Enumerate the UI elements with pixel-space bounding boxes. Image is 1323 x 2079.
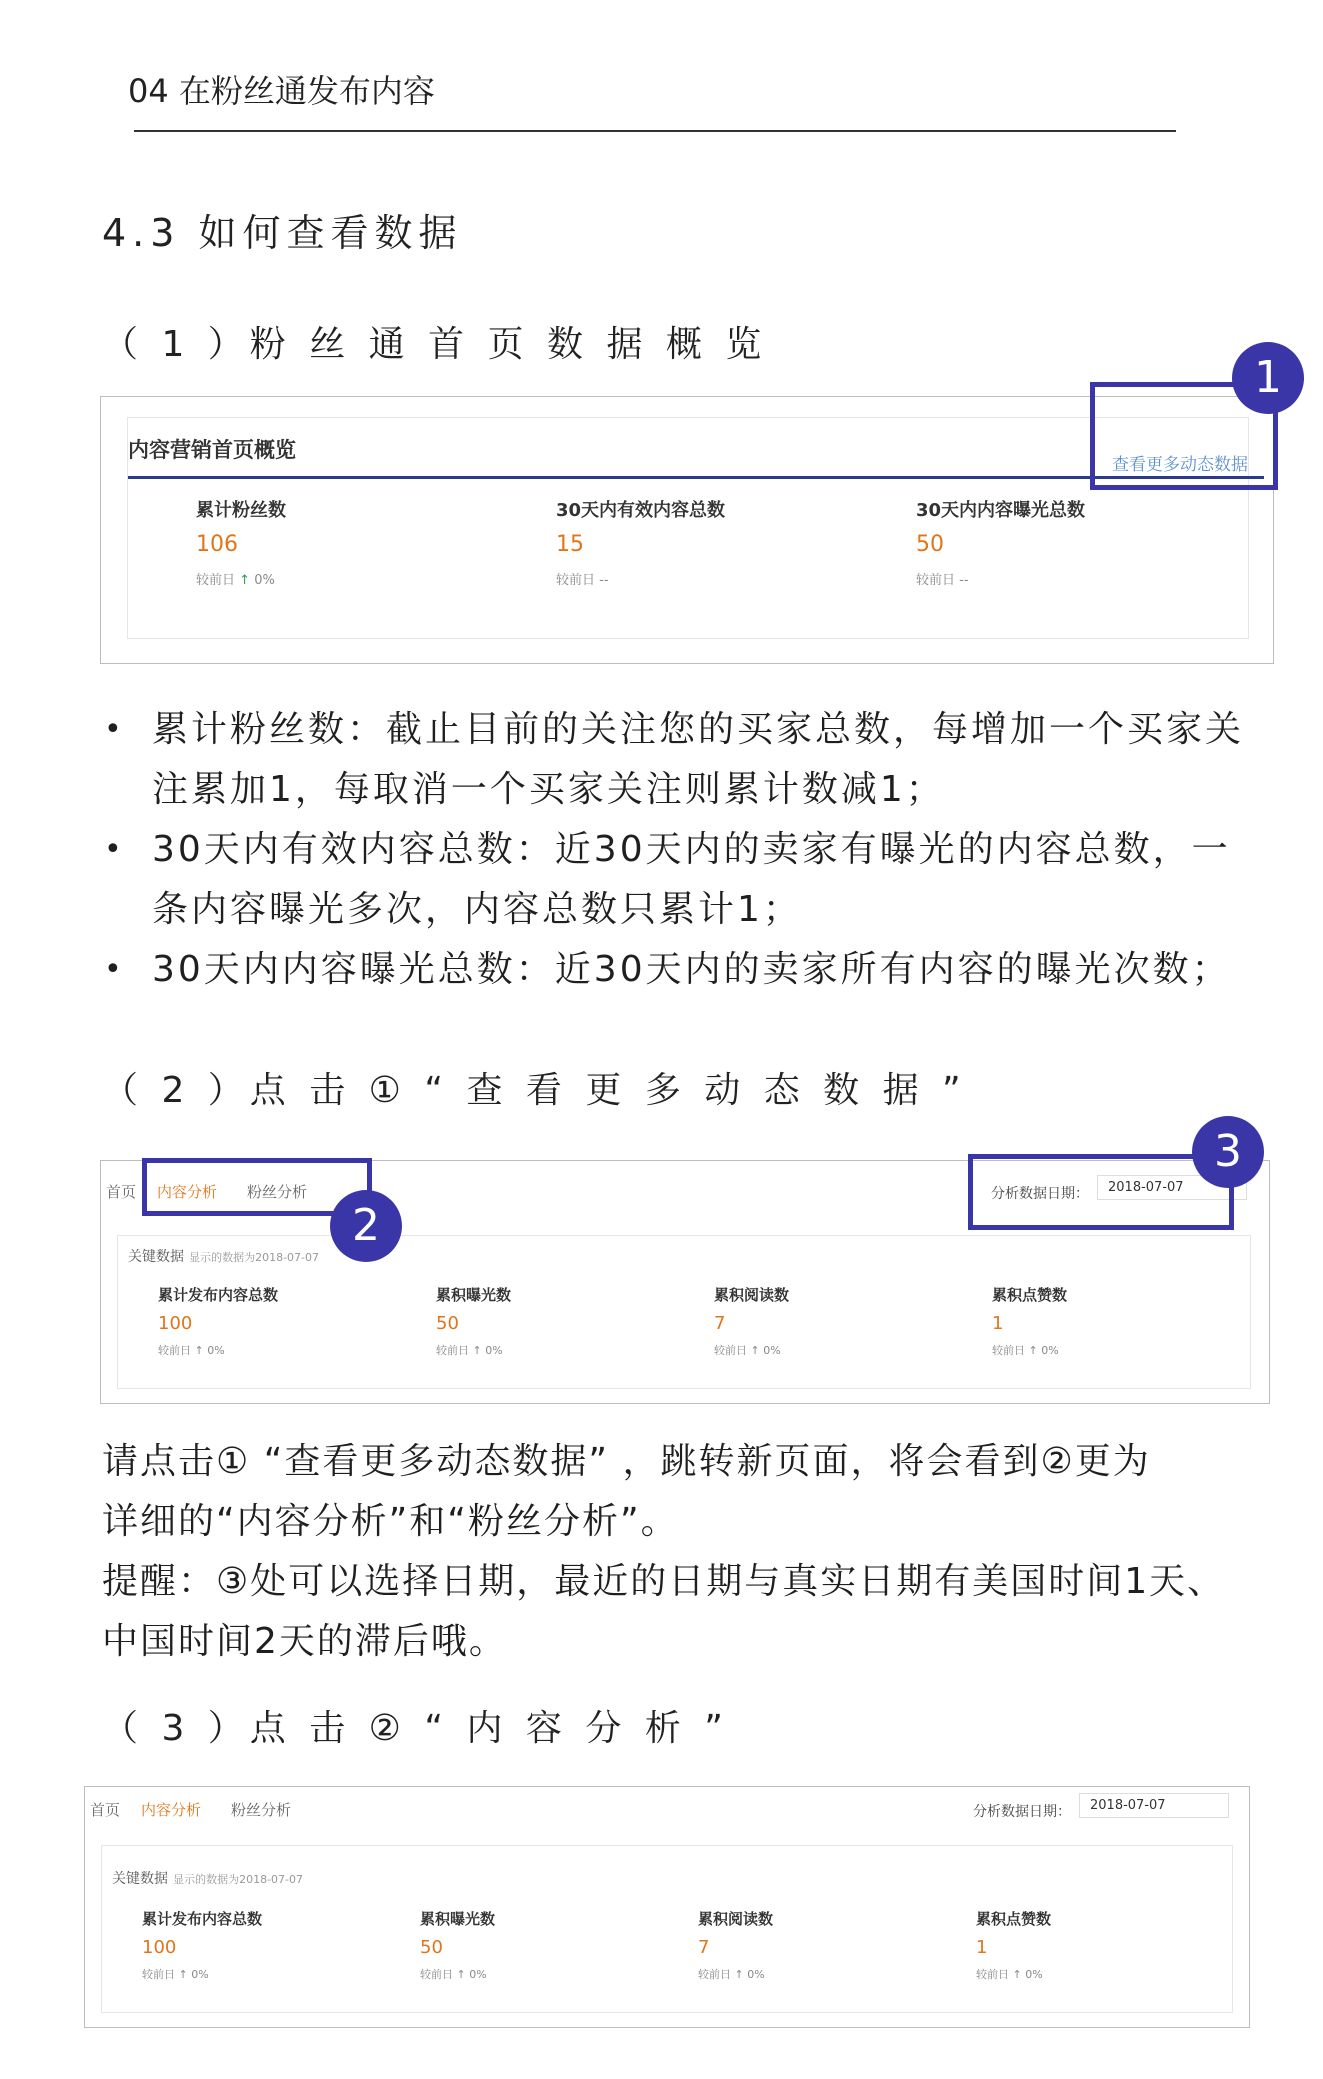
stat-value: 106 [196,532,238,557]
content-analysis-screenshot [84,1786,1250,2028]
bullet-icon: • [104,832,125,867]
tab-fans-analysis[interactable]: 粉丝分析 [247,1183,308,1201]
stat-label: 30天内内容曝光总数 [916,500,1086,521]
arrow-up-icon: ↑ [239,573,251,588]
key-data-header: 关键数据 显示的数据为2018-07-07 [128,1249,320,1265]
tab-fans-analysis[interactable]: 粉丝分析 [231,1801,292,1819]
date-picker[interactable]: 2018-07-07 [1097,1175,1247,1200]
callout-badge-3: 3 [1192,1116,1264,1188]
compare-value: -- [599,573,609,588]
stat-compare [916,569,1085,588]
stat-label: 累计粉丝数 [196,500,286,521]
stat-likes: 累积点赞数 1 较前日 ↑ 0% [992,1286,1068,1357]
stat-compare [556,569,725,588]
date-label: 分析数据日期： [973,1804,1071,1820]
stat-published: 累计发布内容总数 100 较前日 ↑ 0% [142,1910,263,1981]
overview-title: 内容营销首页概览 [128,438,296,462]
key-data-panel [117,1235,1251,1389]
tab-home[interactable]: 首页 [90,1801,121,1819]
stat-value: 50 [916,532,944,557]
stat-published: 累计发布内容总数 100 较前日 ↑ 0% [158,1286,279,1357]
compare-prefix: 较前日 [196,573,236,588]
stat-exposure-total: 累积曝光数 50 较前日 ↑ 0% [420,1910,496,1981]
subsection-1-title: （ 1 ）粉 丝 通 首 页 数 据 概 览 [102,324,768,365]
view-more-data-link[interactable]: 查看更多动态数据 [1112,455,1248,475]
compare-value: 0% [254,573,275,588]
bullet-icon: • [104,952,125,987]
definition-list [100,700,1260,1000]
chapter-title: 04 在粉丝通发布内容 [128,72,435,110]
section-title: 4.3 如何查看数据 [102,211,463,255]
date-label: 分析数据日期： [991,1186,1089,1202]
tab-content-analysis[interactable]: 内容分析 [157,1183,218,1201]
tab-content-analysis[interactable]: 内容分析 [141,1801,202,1819]
compare-value: -- [959,573,969,588]
stat-reads: 累积阅读数 7 较前日 ↑ 0% [714,1286,790,1357]
stat-label: 30天内有效内容总数 [556,500,726,521]
stat-value: 15 [556,532,584,557]
subsection-2-title: （ 2 ）点 击 ① “ 查 看 更 多 动 态 数 据 ” [102,1070,967,1111]
stat-followers [196,496,286,588]
stat-valid-content [556,496,725,588]
stat-reads: 累积阅读数 7 较前日 ↑ 0% [698,1910,774,1981]
stat-exposure [916,496,1085,588]
callout-badge-1: 1 [1232,342,1304,414]
key-data-header: 关键数据 显示的数据为2018-07-07 [112,1871,304,1887]
compare-prefix: 较前日 [556,573,596,588]
key-data-panel [101,1845,1233,2013]
list-item: • 30天内内容曝光总数：近30天内的卖家所有内容的曝光次数； [100,940,1260,1000]
tab-home[interactable]: 首页 [106,1183,137,1201]
date-picker[interactable]: 2018-07-07 [1079,1793,1229,1818]
subsection-3-title: （ 3 ）点 击 ② “ 内 容 分 析 ” [102,1708,729,1749]
list-item: • 30天内有效内容总数：近30天内的卖家有曝光的内容总数，一条内容曝光多次，内容总数只累计1； [100,820,1260,940]
stat-likes: 累积点赞数 1 较前日 ↑ 0% [976,1910,1052,1981]
stat-compare [196,569,286,588]
stat-exposure-total: 累积曝光数 50 较前日 ↑ 0% [436,1286,512,1357]
header-divider [134,130,1176,132]
overview-panel [127,417,1249,639]
list-item: • 累计粉丝数：截止目前的关注您的买家总数，每增加一个买家关注累加1，每取消一个买家关注则累计数减1； [100,700,1260,820]
callout-badge-2: 2 [330,1190,402,1262]
instruction-paragraph: 请点击① “查看更多动态数据” ，跳转新页面，将会看到②更为 详细的“内容分析”和“粉丝分析”。 提醒：③处可以选择日期，最近的日期与真实日期有美国时间1天、 中国时间2天的滞后哦。 [102,1441,1226,1662]
compare-prefix: 较前日 [916,573,956,588]
bullet-icon: • [104,712,125,747]
